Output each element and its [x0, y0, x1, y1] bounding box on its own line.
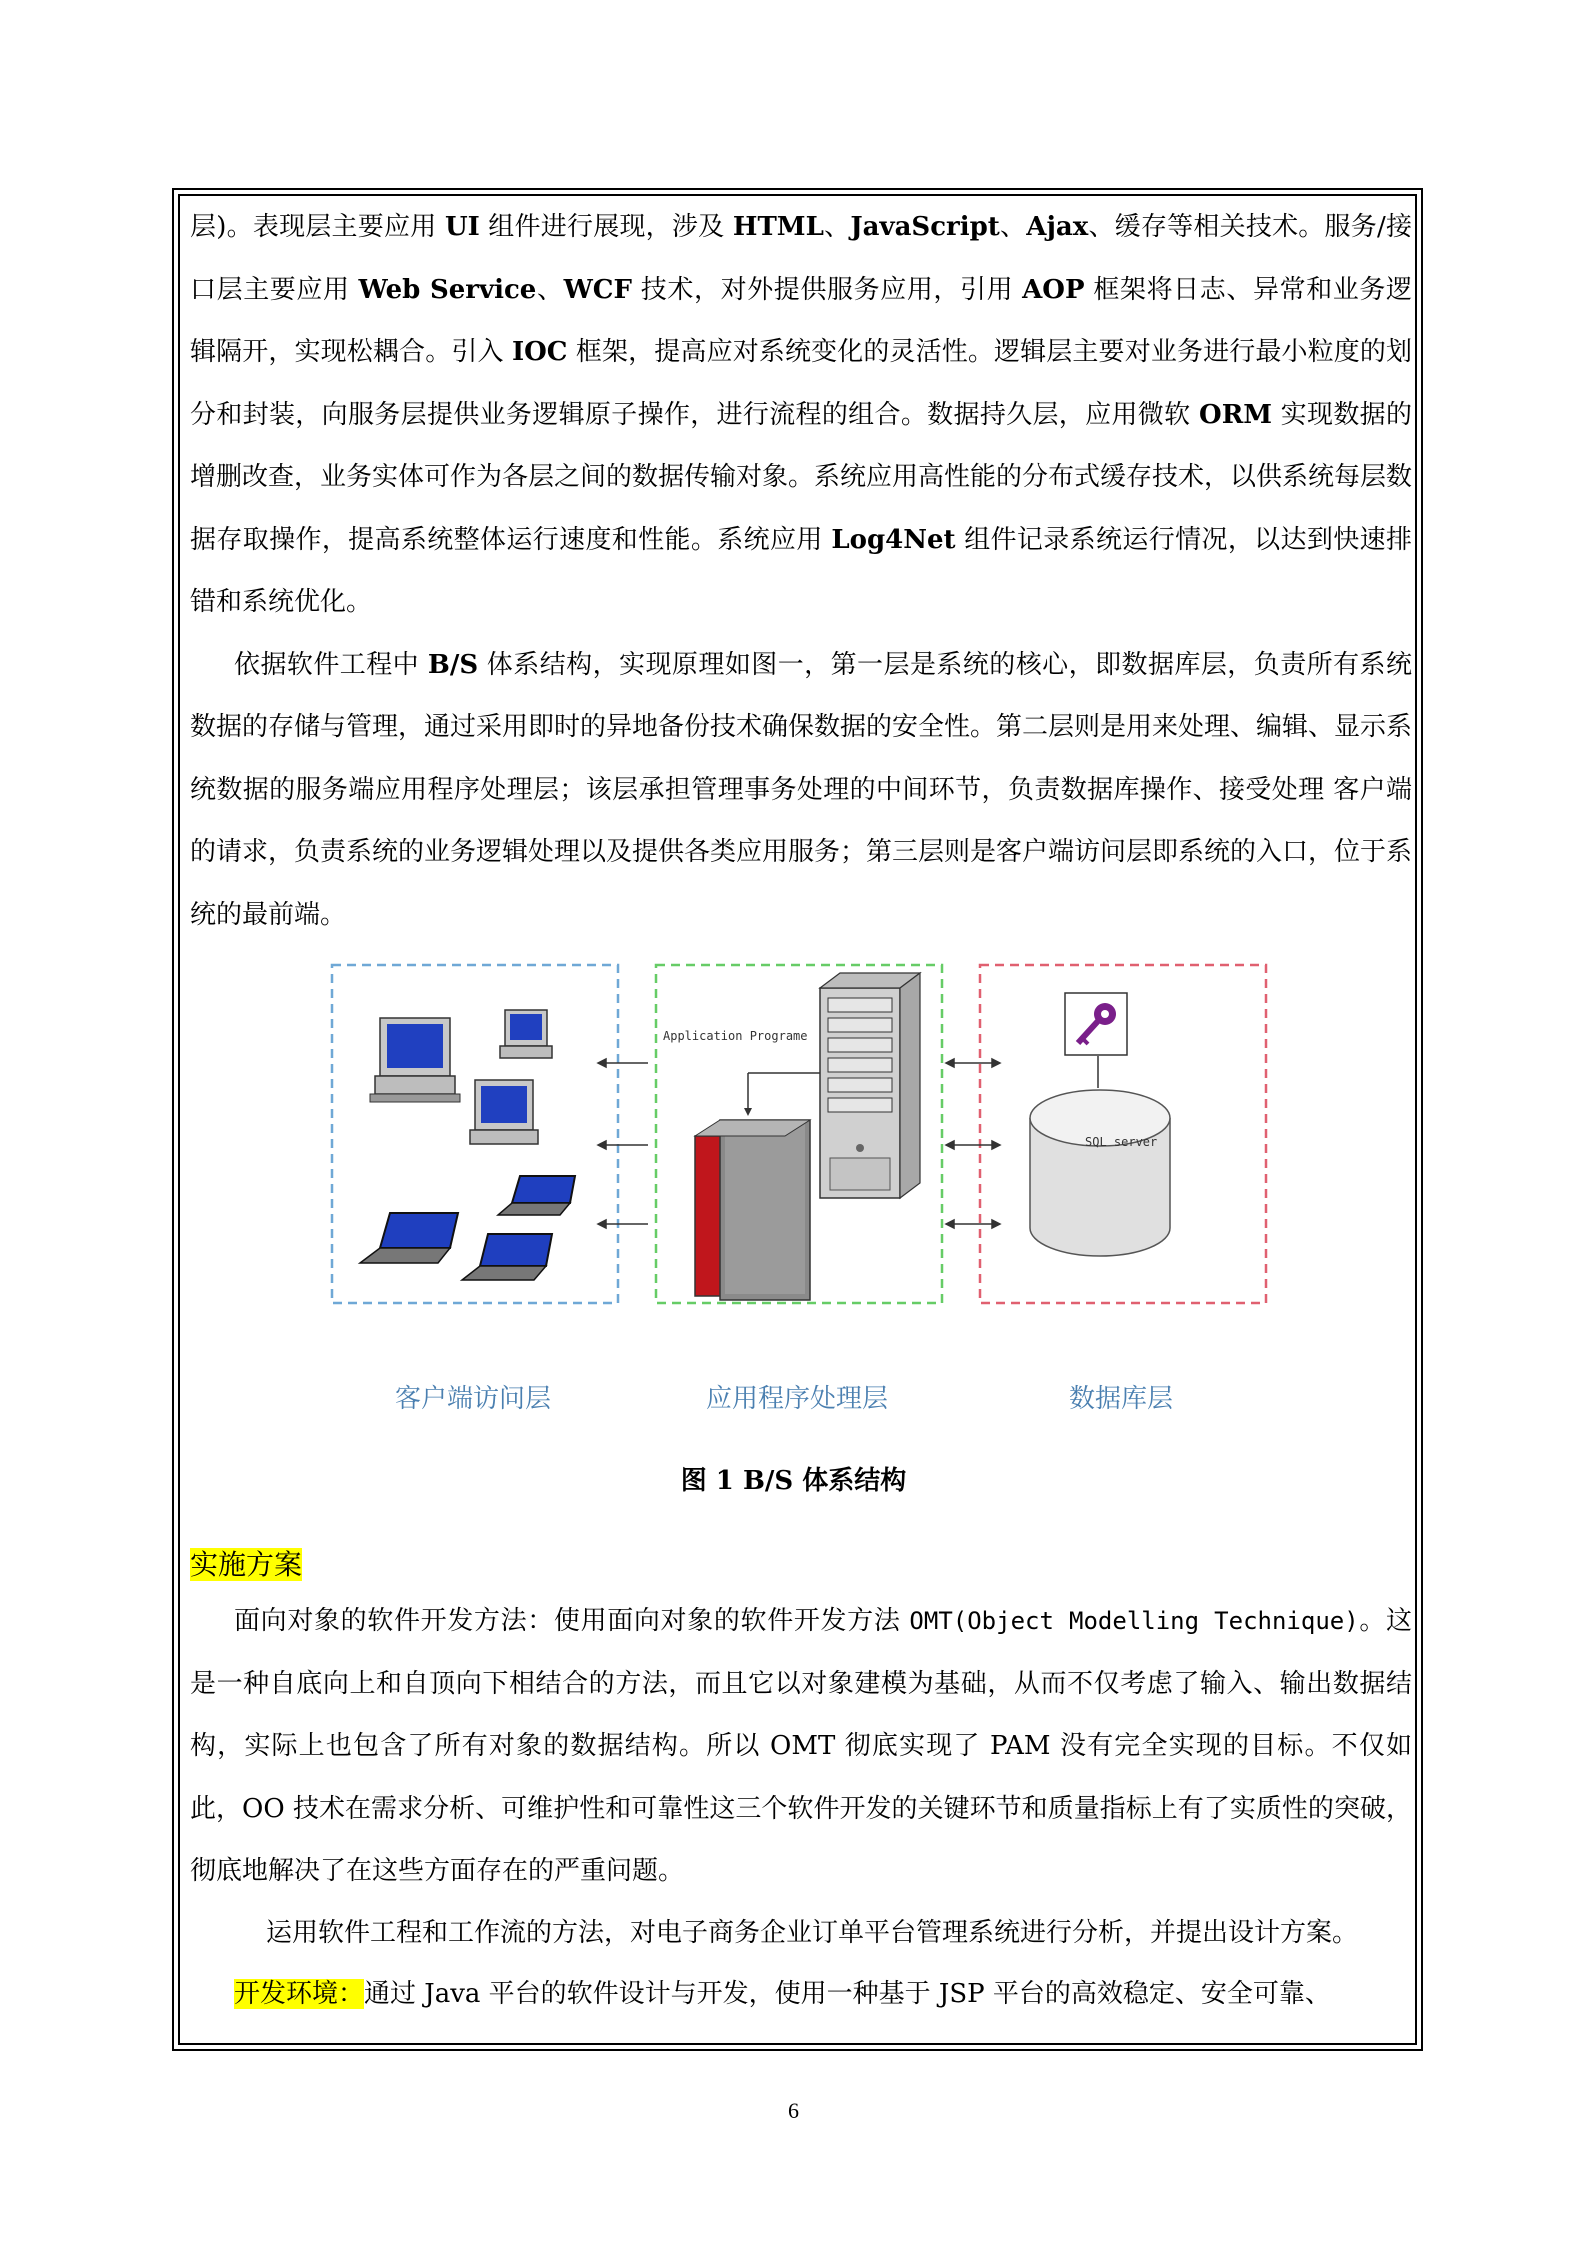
- text-run: 技术，对外提供服务应用，引用: [631, 274, 1023, 305]
- text-run: 实现数据的增删改查，业务实体可作为各层之间的数据传输对象。系统应用高性能的分布式缓存技术，以供系统每层数据存取操作，提高系统整体运行速度和性能。系统应用: [190, 399, 1413, 555]
- app-label: Application Programe: [663, 1029, 808, 1043]
- bold-term: JavaScript: [850, 212, 1000, 242]
- page-number: 6: [788, 2098, 799, 2123]
- bold-term: Web Service: [358, 274, 537, 305]
- desktop-computer-icon: [370, 1018, 460, 1102]
- text-run: 组件进行展现，涉及: [479, 212, 733, 242]
- paragraph-method: 运用软件工程和工作流的方法，对电子商务企业订单平台管理系统进行分析，并提出设计方案。: [266, 1917, 1359, 1948]
- database-cylinder-icon: [1030, 1090, 1170, 1256]
- text-run: 体系结构，实现原理如图一，第一层是系统的核心，即数据库层，负责所有系统数据的存储与管理，通过采用即时的异地备份技术确保数据的安全性。第二层则是用来处理、编辑、显示系统数据的服务端应用程序处理层；该层承担管理事务处理的中间环节，负责数据库操作、接受处理 客户端的请求，负责系统的业务逻辑处理以及提供各类应用服务；第三层则是客户端访问层即系统的入口，位于系统的最前端。: [190, 649, 1413, 930]
- paragraph-architecture: [190, 196, 1412, 634]
- text-run: 、: [999, 212, 1027, 242]
- laptop-icon: [462, 1234, 552, 1280]
- bold-term: WCF: [563, 274, 632, 305]
- text-run: 、: [823, 212, 851, 242]
- bold-term: ORM: [1199, 399, 1273, 430]
- section-title: 实施方案: [190, 1548, 303, 1581]
- text-run: 层)。表现层主要应用: [190, 212, 445, 242]
- text-run: 框架，提高应对系统变化的灵活性。逻辑层主要对业务进行最小粒度的划分和封装，向服务层提供业务逻辑原子操作，进行流程的组合。数据持久层，应用微软: [190, 337, 1413, 430]
- paragraph-omt: 面向对象的软件开发方法：使用面向对象的软件开发方法 OMT(Object Modelling Technique)。这是一种自底向上和自顶向下相结合的方法，而且它以对象建模为基础，从而不仅考虑了输入、输出数据结构，实际上也包含了所有对象的数据结构。所以 OMT 彻底实现了 PAM 没有完全实现的目标。不仅如此，OO 技术在需求分析、可维护性和可靠性这三个软件开发的关键环节和质量指标上有了实质性的突破，彻底地解决了在这些方面存在的严重问题。: [190, 1606, 1412, 1886]
- paragraph-dev-env: 开发环境：通过 Java 平台的软件设计与开发，使用一种基于 JSP 平台的高效稳定、安全可靠、: [234, 1978, 1331, 2009]
- arrow-icon: [598, 1059, 648, 1228]
- bold-term: HTML: [732, 212, 824, 242]
- db-label: SQL server: [1085, 1135, 1158, 1149]
- text-run: 、缓存等相关技术。服务/接口层主要应用: [190, 212, 1412, 305]
- figure-caption: 图 1 B/S 体系结构: [680, 1466, 907, 1496]
- bold-term: UI: [444, 212, 480, 242]
- desktop-computer-icon: [470, 1080, 538, 1144]
- laptop-icon: [360, 1213, 458, 1263]
- bold-term: Log4Net: [831, 524, 956, 555]
- text-run: 、: [536, 274, 564, 305]
- arrow-icon: [946, 1059, 1000, 1228]
- bold-term: IOC: [512, 337, 568, 367]
- client-layer-label: 客户端访问层: [394, 1384, 551, 1414]
- key-icon: [1065, 993, 1127, 1055]
- implementation-section: [190, 1540, 1412, 2025]
- paragraph-bs-structure: [190, 634, 1412, 947]
- desktop-computer-icon: [500, 1010, 552, 1058]
- bs-architecture-diagram: [330, 958, 1270, 1378]
- app-layer-label: 应用程序处理层: [705, 1384, 888, 1414]
- text-run: 依据软件工程中: [234, 649, 428, 680]
- bold-term: Ajax: [1026, 212, 1089, 242]
- bold-term: AOP: [1022, 274, 1085, 305]
- arrow-icon: [744, 1108, 752, 1116]
- tower-server-icon: [820, 973, 920, 1198]
- db-layer-label: 数据库层: [1068, 1384, 1173, 1414]
- laptop-icon: [498, 1176, 575, 1215]
- text-run: 框架将日志、异常和业务逻辑隔开，实现松耦合。引入: [190, 274, 1413, 367]
- body-text: [190, 196, 1412, 946]
- bold-term: B/S: [427, 649, 479, 680]
- text-run: 组件记录系统运行情况，以达到快速排错和系统优化。: [190, 524, 1413, 617]
